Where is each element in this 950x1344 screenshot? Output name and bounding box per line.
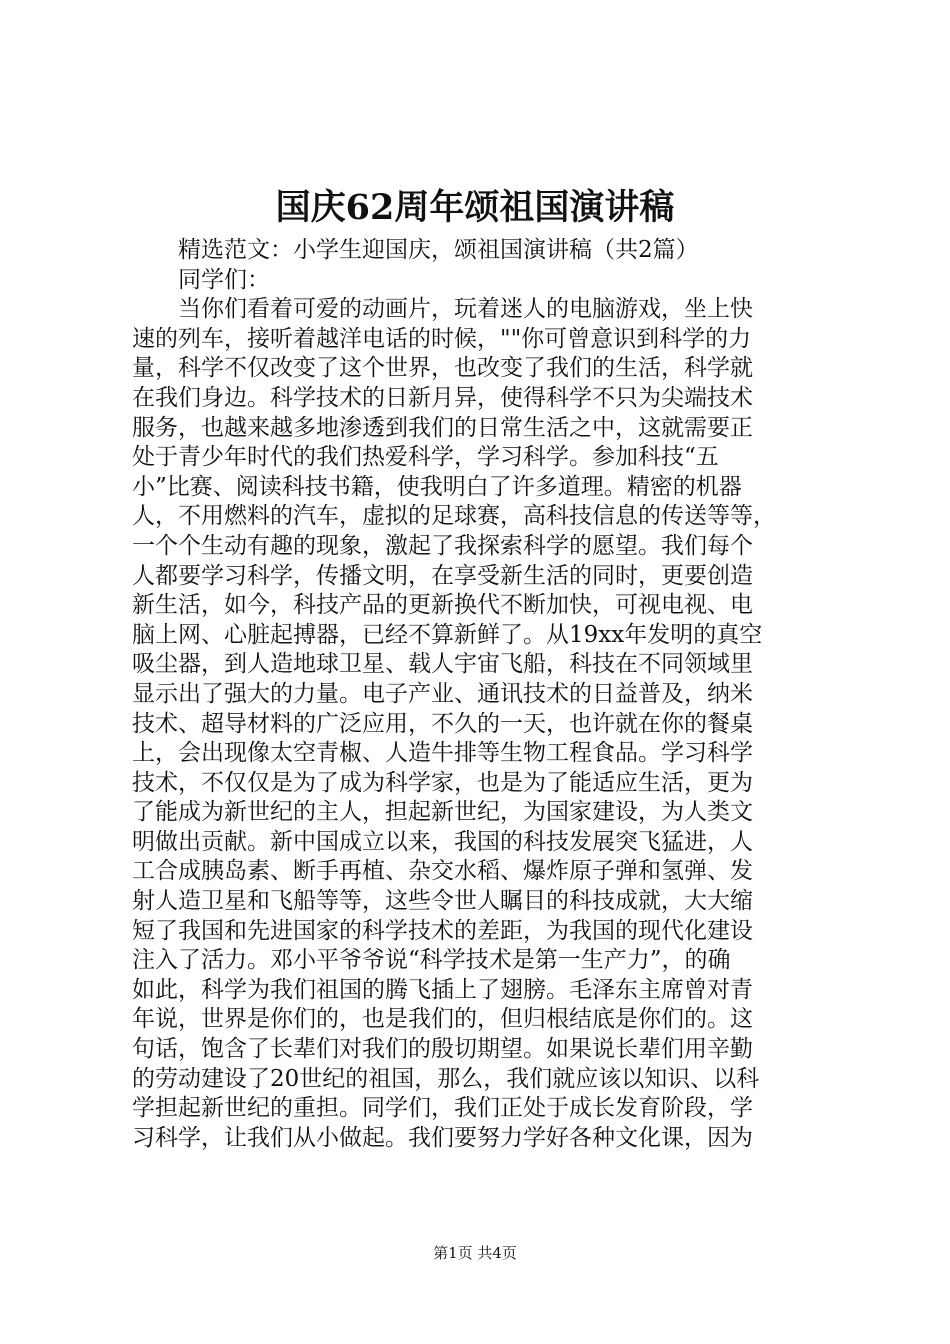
body-line: 脑上网、心脏起搏器，已经不算新鲜了。从19xx年发明的真空 (132, 621, 763, 648)
body-line: 学担起新世纪的重担。同学们，我们正处于成长发育阶段，学 (132, 1095, 753, 1122)
subtitle-line: 精选范文：小学生迎国庆，颂祖国演讲稿（共2篇） (178, 237, 699, 263)
body-line: 在我们身边。科学技术的日新月异，使得科学不只为尖端技术 (132, 384, 753, 411)
body-line: 技术，不仅仅是为了成为科学家，也是为了能适应生活，更为 (132, 769, 753, 796)
body-line: 年说，世界是你们的，也是我们的，但归根结底是你们的。这 (132, 1006, 753, 1033)
body-line: 当你们看着可爱的动画片，玩着迷人的电脑游戏，坐上快 (178, 296, 753, 323)
document-body (132, 236, 832, 1153)
body-line: 处于青少年时代的我们热爱科学，学习科学。参加科技“五 (132, 444, 719, 471)
body-line: 明做出贡献。新中国成立以来，我国的科技发展突飞猛进，人 (132, 828, 753, 855)
body-line: 小”比赛、阅读科技书籍，使我明白了许多道理。精密的机器 (132, 473, 742, 500)
salutation: 同学们： (178, 266, 270, 293)
body-line: 如此，科学为我们祖国的腾飞插上了翅膀。毛泽东主席曾对青 (132, 976, 753, 1003)
body-line: 习科学，让我们从小做起。我们要努力学好各种文化课，因为 (132, 1124, 753, 1151)
body-line: 新生活，如今，科技产品的更新换代不断加快，可视电视、电 (132, 592, 753, 619)
body-line: 服务，也越来越多地渗透到我们的日常生活之中，这就需要正 (132, 414, 753, 441)
body-line: 射人造卫星和飞船等等，这些令世人瞩目的科技成就，大大缩 (132, 888, 753, 915)
body-line: 吸尘器，到人造地球卫星、载人宇宙飞船，科技在不同领域里 (132, 651, 753, 678)
body-line: 注入了活力。邓小平爷爷说“科学技术是第一生产力”，的确 (132, 947, 731, 974)
document-title: 国庆62周年颂祖国演讲稿 (275, 187, 675, 228)
body-line: 短了我国和先进国家的科学技术的差距，为我国的现代化建设 (132, 917, 753, 944)
body-line: 工合成胰岛素、断手再植、杂交水稻、爆炸原子弹和氢弹、发 (132, 858, 753, 885)
body-line: 上，会出现像太空青椒、人造牛排等生物工程食品。学习科学 (132, 740, 753, 767)
body-line: 的劳动建设了20世纪的祖国，那么，我们就应该以知识、以科 (132, 1065, 760, 1092)
body-line: 了能成为新世纪的主人，担起新世纪，为国家建设，为人类文 (132, 799, 753, 826)
body-line: 量，科学不仅改变了这个世界，也改变了我们的生活，科学就 (132, 355, 753, 382)
body-line: 一个个生动有趣的现象，激起了我探索科学的愿望。我们每个 (132, 532, 753, 559)
body-line: 人都要学习科学，传播文明，在享受新生活的同时，更要创造 (132, 562, 753, 589)
body-line: 句话，饱含了长辈们对我们的殷切期望。如果说长辈们用辛勤 (132, 1036, 753, 1063)
body-line: 显示出了强大的力量。电子产业、通讯技术的日益普及，纳米 (132, 680, 753, 707)
page-footer: 第1页 共4页 (433, 1244, 517, 1262)
body-line: 人，不用燃料的汽车，虚拟的足球赛，高科技信息的传送等等， (132, 503, 776, 530)
body-line: 速的列车，接听着越洋电话的时候，""你可曾意识到科学的力 (132, 325, 752, 352)
body-line: 技术、超导材料的广泛应用，不久的一天，也许就在你的餐桌 (132, 710, 753, 737)
